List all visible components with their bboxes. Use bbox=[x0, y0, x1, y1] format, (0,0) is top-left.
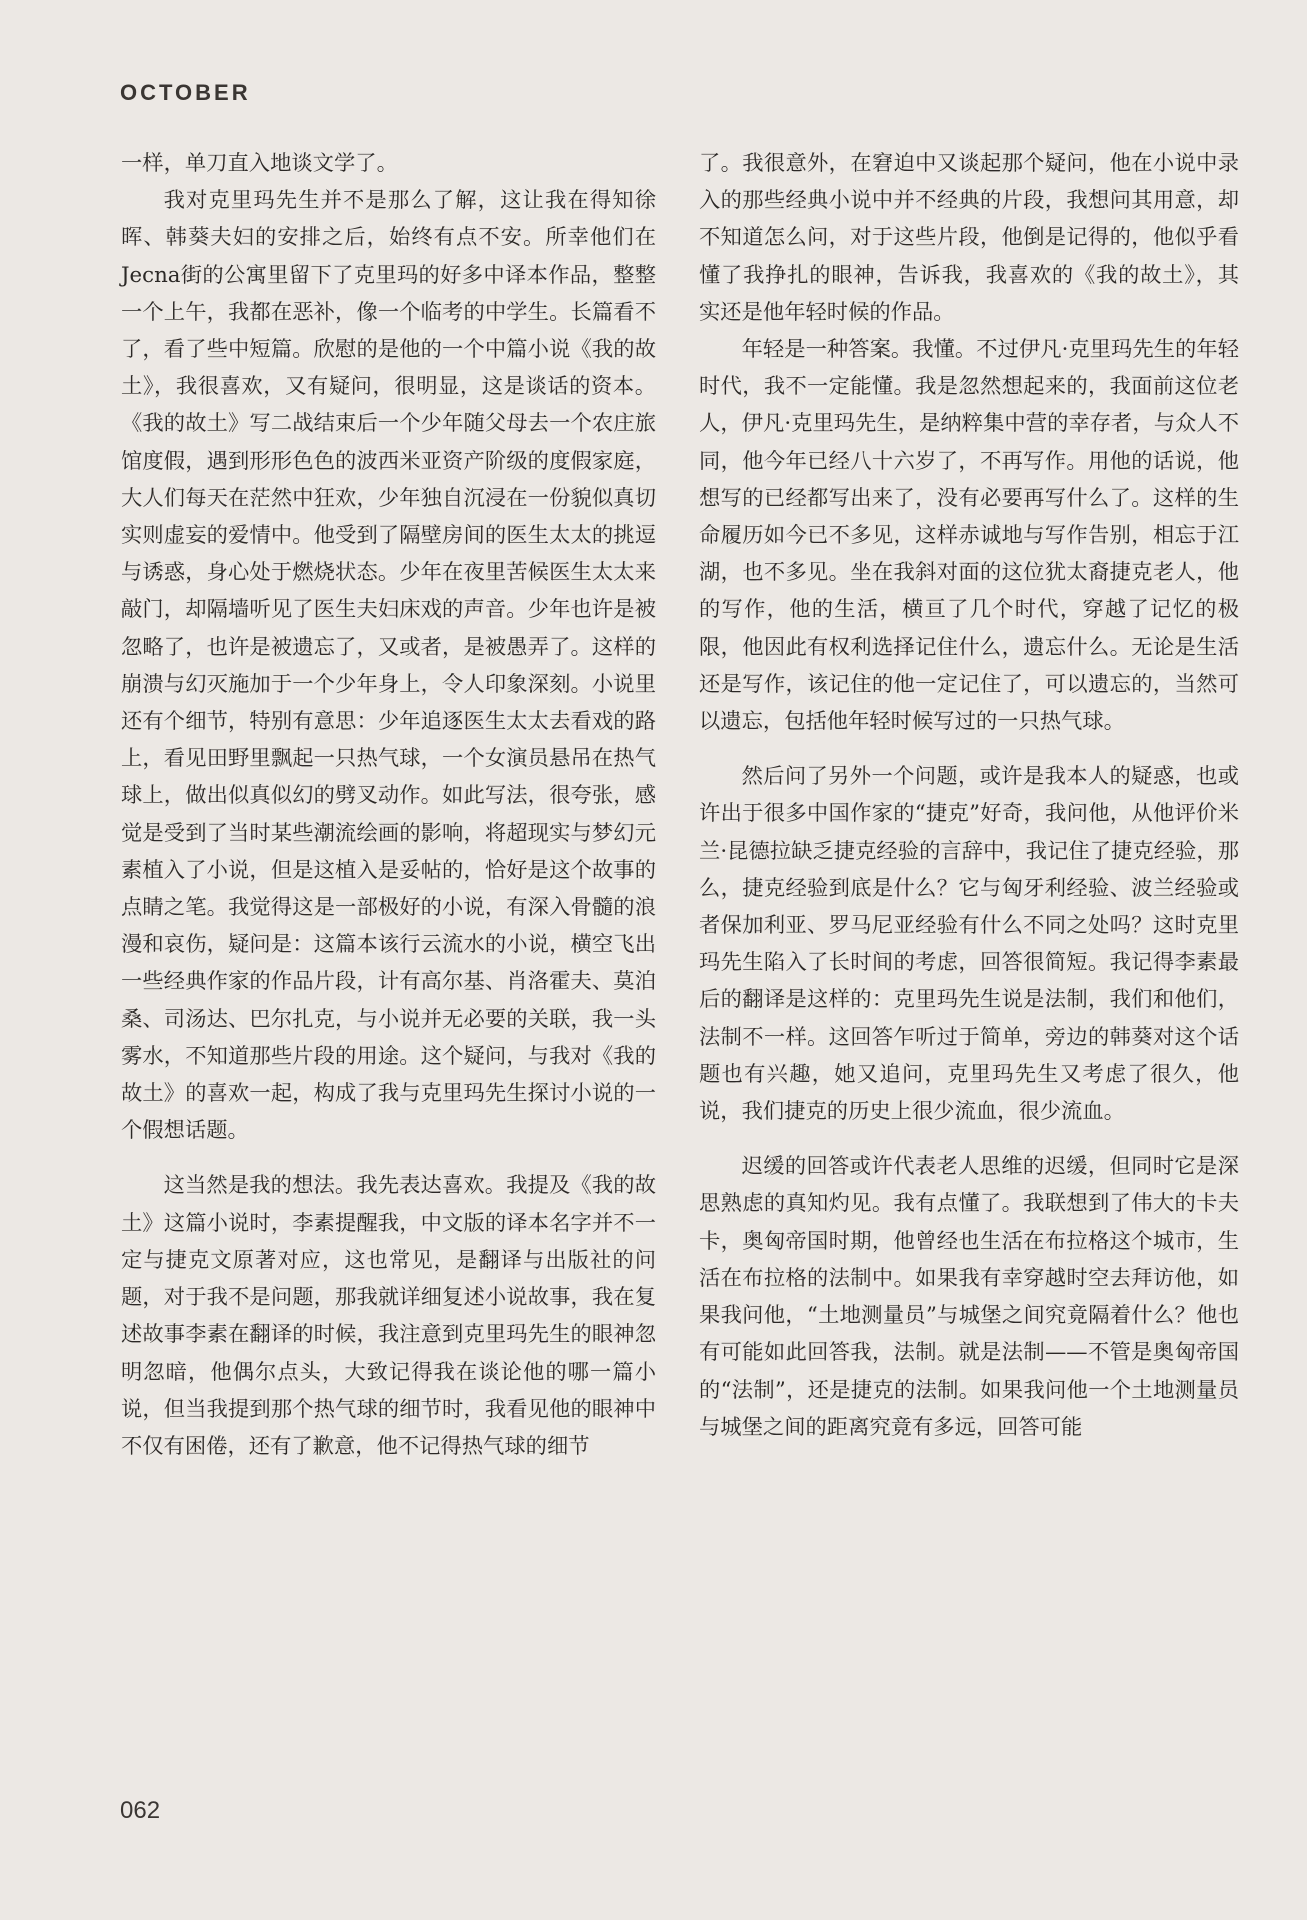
paragraph: 年轻是一种答案。我懂。不过伊凡·克里玛先生的年轻时代，我不一定能懂。我是忽然想起来的，我面前这位老人，伊凡·克里玛先生，是纳粹集中营的幸存者，与众人不同，他今年已经八十六岁了，不再写作。用他的话说，他想写的已经都写出来了，没有必要再写什么了。这样的生命履历如今已不多见，这样赤诚地与写作告别，相忘于江湖，也不多见。坐在我斜对面的这位犹太裔捷克老人，他的写作，他的生活，横亘了几个时代，穿越了记忆的极限，他因此有权利选择记住什么，遗忘什么。无论是生活还是写作，该记住的他一定记住了，可以遗忘的，当然可以遗忘，包括他年轻时候写过的一只热气球。 bbox=[699, 337, 1239, 735]
running-header: OCTOBER bbox=[120, 80, 251, 105]
paragraph: 这当然是我的想法。我先表达喜欢。我提及《我的故土》这篇小说时，李素提醒我，中文版的译本名字并不一定与捷克文原著对应，这也常见，是翻译与出版社的问题，对于我不是问题，那我就详细复述小说故事，我在复述故事李素在翻译的时候，我注意到克里玛先生的眼神忽明忽暗，他偶尔点头，大致记得我在谈论他的哪一篇小说，但当我提到那个热气球的细节时，我看见他的眼神中不仅有困倦，还有了歉意，他不记得热气球的细节 bbox=[121, 1173, 656, 1459]
paragraph: 了。我很意外，在窘迫中又谈起那个疑问，他在小说中录入的那些经典小说中并不经典的片段，我想问其用意，却不知道怎么问，对于这些片段，他倒是记得的，他似乎看懂了我挣扎的眼神，告诉我，我喜欢的《我的故土》，其实还是他年轻时候的作品。 bbox=[699, 151, 1239, 325]
paragraph: 然后问了另外一个问题，或许是我本人的疑惑，也或许出于很多中国作家的“捷克”好奇，我问他，从他评价米兰·昆德拉缺乏捷克经验的言辞中，我记住了捷克经验，那么，捷克经验到底是什么？它与匈牙利经验、波兰经验或者保加利亚、罗马尼亚经验有什么不同之处吗？这时克里玛先生陷入了长时间的考虑，回答很简短。我记得李素最后的翻译是这样的：克里玛先生说是法制，我们和他们，法制不一样。这回答乍听过于简单，旁边的韩葵对这个话题也有兴趣，她又追问，克里玛先生又考虑了很久，他说，我们捷克的历史上很少流血，很少流血。 bbox=[699, 764, 1239, 1125]
paragraph: 我对克里玛先生并不是那么了解，这让我在得知徐晖、韩葵夫妇的安排之后，始终有点不安。所幸他们在Jecna街的公寓里留下了克里玛的好多中译本作品，整整一个上午，我都在恶补，像一个临考的中学生。长篇看不了，看了些中短篇。欣慰的是他的一个中篇小说《我的故土》，我很喜欢，又有疑问，很明显，这是谈话的资本。《我的故土》写二战结束后一个少年随父母去一个农庄旅馆度假，遇到形形色色的波西米亚资产阶级的度假家庭，大人们每天在茫然中狂欢，少年独自沉浸在一份貌似真切实则虚妄的爱情中。他受到了隔壁房间的医生太太的挑逗与诱惑，身心处于燃烧状态。少年在夜里苦候医生太太来敲门，却隔墙听见了医生夫妇床戏的声音。少年也许是被忽略了，也许是被遗忘了，又或者，是被愚弄了。这样的崩溃与幻灭施加于一个少年身上，令人印象深刻。小说里还有个细节，特别有意思：少年追逐医生太太去看戏的路上，看见田野里飘起一只热气球，一个女演员悬吊在热气球上，做出似真似幻的劈叉动作。如此写法，很夸张，感觉是受到了当时某些潮流绘画的影响，将超现实与梦幻元素植入了小说，但是这植入是妥帖的，恰好是这个故事的点睛之笔。我觉得这是一部极好的小说，有深入骨髓的浪漫和哀伤，疑问是：这篇本该行云流水的小说，横空飞出一些经典作家的作品片段，计有高尔基、肖洛霍夫、莫泊桑、司汤达、巴尔扎克，与小说并无必要的关联，我一头雾水，不知道那些片段的用途。这个疑问，与我对《我的故土》的喜欢一起，构成了我与克里玛先生探讨小说的一个假想话题。 bbox=[121, 188, 656, 1144]
paragraph: 一样，单刀直入地谈文学了。 bbox=[121, 151, 398, 176]
right-text-column bbox=[699, 145, 1239, 1446]
left-text-column bbox=[121, 145, 656, 1465]
page-number: 062 bbox=[120, 1797, 161, 1824]
paragraph: 迟缓的回答或许代表老人思维的迟缓，但同时它是深思熟虑的真知灼见。我有点懂了。我联想到了伟大的卡夫卡，奥匈帝国时期，他曾经也生活在布拉格这个城市，生活在布拉格的法制中。如果我有幸穿越时空去拜访他，如果我问他，“土地测量员”与城堡之间究竟隔着什么？他也有可能如此回答我，法制。就是法制——不管是奥匈帝国的“法制”，还是捷克的法制。如果我问他一个土地测量员与城堡之间的距离究竟有多远，回答可能 bbox=[699, 1154, 1239, 1440]
